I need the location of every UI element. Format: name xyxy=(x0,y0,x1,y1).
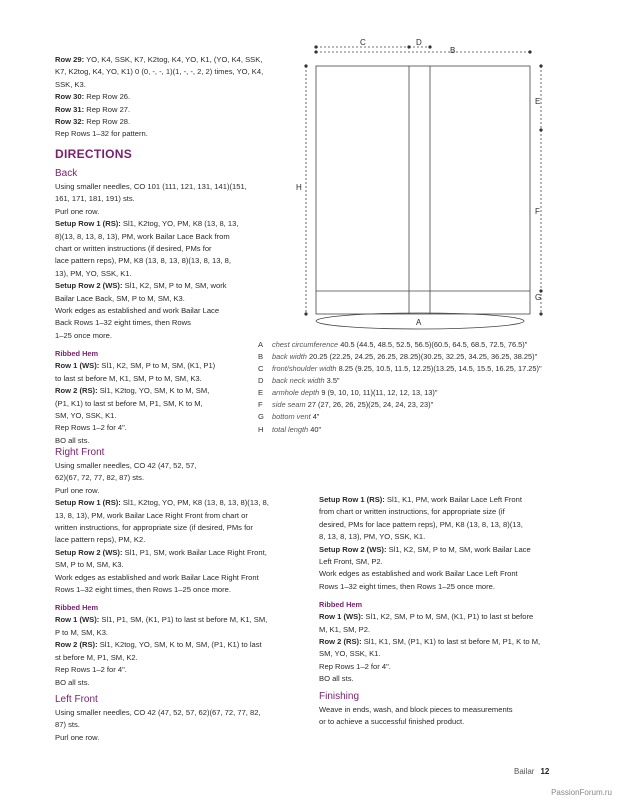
right-front-cast-on: Using smaller needles, CO 42 (47, 52, 57, 62)(67, 72, 77, 82, 87) sts. Purl one row. xyxy=(55,461,197,495)
measurement-row xyxy=(258,351,618,363)
measurement-text xyxy=(272,351,537,363)
right-front-heading: Right Front xyxy=(55,447,105,458)
garment-schematic xyxy=(0,0,618,340)
lf-ribbed-rep: Rep Rows 1–2 for 4". BO all sts. xyxy=(319,661,391,684)
row-29-label: Row 29: xyxy=(55,55,85,64)
rf-ribbed-hem-heading: Ribbed Hem xyxy=(55,603,99,613)
measurement-text xyxy=(272,424,321,436)
measurement-letter: E xyxy=(258,388,264,398)
page-footer xyxy=(514,766,549,778)
right-front-setup-row-1 xyxy=(55,497,315,547)
measurement-value: 20.25 (22.25, 24.25, 26.25, 28.25)(30.25, 32.25, 34.25, 36.25, 38.25)" xyxy=(308,351,538,361)
measurement-text xyxy=(272,363,542,375)
row-29-text: YO, K4, SSK, K7, K2tog, K4, YO, K1, (YO, K4, SSK, K7, K2tog, K4, YO, K1) 0 (0, -, -, 1)(1, -, -, 2, 2) times, YO, K4, SSK, K3. xyxy=(55,55,264,89)
finishing-heading: Finishing xyxy=(319,690,360,702)
back-setup-row-1-label: Setup Row 1 (RS): xyxy=(55,219,121,229)
right-front-setup-row-1-text: Sl1, K2tog, YO, PM, K8 (13, 8, 13, 8)(13, 8, 13, 8, 13), PM, work Bailar Lace Right Front from chart or written instructions, for appropriate size (if desired, PMs for lace pattern reps), PM, K2. xyxy=(55,498,269,545)
rep-pattern-text: Rep Rows 1–32 for pattern. xyxy=(55,129,148,139)
schematic-label-d: D xyxy=(416,38,422,47)
measurement-text xyxy=(272,399,433,411)
measurement-label: front/shoulder width xyxy=(272,364,337,374)
lf-ribbed-row-1 xyxy=(319,611,579,636)
back-ribbed-hem-heading: Ribbed Hem xyxy=(55,349,99,359)
measurement-value: 8.25 (9.25, 10.5, 11.5, 12.25)(13.25, 14.5, 15.5, 16.25, 17.25)" xyxy=(338,364,542,374)
left-front-setup-row-1 xyxy=(319,494,579,544)
page-number: 12 xyxy=(540,767,550,776)
schematic-label-b: B xyxy=(450,46,456,55)
left-front-cast-on: Using smaller needles, CO 42 (47, 52, 57, 62)(67, 72, 77, 82, 87) sts. Purl one row. xyxy=(55,707,261,742)
directions-heading: DIRECTIONS xyxy=(55,147,133,161)
measurement-letter: D xyxy=(258,376,264,386)
row-31-label: Row 31: xyxy=(55,104,85,114)
right-front-setup-row-2-text: Sl1, P1, SM, work Bailar Lace Right Front, SM, P to M, SM, K3. xyxy=(55,547,267,570)
rf-ribbed-row-1-label: Row 1 (WS): xyxy=(55,615,100,625)
schematic-label-a: A xyxy=(416,318,422,327)
measurement-text xyxy=(272,411,319,423)
rf-ribbed-rep: Rep Rows 1–2 for 4". BO all sts. xyxy=(55,665,127,687)
lf-ribbed-row-2 xyxy=(319,636,579,661)
back-cast-on: Using smaller needles, CO 101 (111, 121, 131, 141)(151, 161, 171, 181, 191) sts. Purl one row. xyxy=(55,182,247,216)
back-setup-row-2-text: Sl1, K2, SM, P to M, SM, work Bailar Lace Back, SM, P to M, SM, K3. xyxy=(55,281,227,303)
back-ribbed-rep: Rep Rows 1–2 for 4". BO all sts. xyxy=(55,423,127,445)
back-ribbed-row-1 xyxy=(55,360,265,385)
measurement-value: 27 (27, 26, 26, 25)(25, 24, 24, 23, 23)" xyxy=(307,400,434,410)
footer-title: Bailar xyxy=(514,767,535,776)
measurement-letter: F xyxy=(258,400,263,410)
left-front-setup-row-2-label: Setup Row 2 (WS): xyxy=(319,544,387,554)
back-ribbed-row-2-label: Row 2 (RS): xyxy=(55,386,98,396)
lf-ribbed-row-2-label: Row 2 (RS): xyxy=(319,637,362,647)
schematic-label-h: H xyxy=(296,183,302,192)
measurement-value: 9 (9, 10, 10, 11)(11, 12, 12, 13, 13)" xyxy=(321,388,438,398)
measurement-text xyxy=(272,387,437,399)
measurement-value: 40.5 (44.5, 48.5, 52.5, 56.5)(60.5, 64.5, 68.5, 72.5, 76.5)" xyxy=(340,339,528,349)
row-32-label: Row 32: xyxy=(55,117,85,127)
measurement-row xyxy=(258,412,618,424)
row-30-label: Row 30: xyxy=(55,92,85,102)
back-work-text: Work edges as established and work Bailar Lace Back Rows 1–32 eight times, then Rows 1–25 once more. xyxy=(55,306,220,340)
measurement-letter: G xyxy=(258,412,264,422)
measurement-label: chest circumference xyxy=(272,339,339,349)
back-ribbed-row-1-label: Row 1 (WS): xyxy=(55,361,100,371)
schematic-label-f: F xyxy=(535,207,540,216)
back-heading: Back xyxy=(55,168,78,179)
lf-ribbed-row-2-text: Sl1, K1, SM, (P1, K1) to last st before M, P1, K to M, SM, YO, SSK, K1. xyxy=(319,637,541,659)
back-ribbed-row-2 xyxy=(55,385,265,422)
left-front-setup-row-2 xyxy=(319,544,579,569)
measurement-label: side seam xyxy=(272,400,306,410)
right-front-work-text: Work edges as established and work Bailar Lace Right Front Rows 1–32 eight times, then Rows 1–25 once more. xyxy=(55,572,259,595)
measurement-text xyxy=(272,375,340,387)
left-front-setup-row-1-text: Sl1, K1, PM, work Bailar Lace Left Front from chart or written instructions, for appropriate size (if desired, PMs for lace pattern reps), PM, K8 (13, 8, 13, 8)(13, 8, 13, 8, 13), PM, YO, SSK, K1. xyxy=(319,495,523,542)
measurement-label: back width xyxy=(272,351,307,361)
left-front-work-text: Work edges as established and work Bailar Lace Left Front Rows 1–32 eight times, then Rows 1–25 once more. xyxy=(319,569,518,591)
row-30-text: Rep Row 26. xyxy=(84,92,131,102)
schematic-label-e: E xyxy=(535,97,541,106)
measurement-letter: C xyxy=(258,364,264,374)
measurement-row xyxy=(258,363,618,375)
rf-ribbed-row-2-text: Sl1, K2tog, YO, SM, K to M, SM, (P1, K1) to last st before M, P1, SM, K2. xyxy=(55,640,262,662)
row-32-text: Rep Row 28. xyxy=(84,117,131,127)
measurement-label: bottom vent xyxy=(272,412,311,422)
rf-ribbed-row-1 xyxy=(55,614,315,639)
measurement-letter: A xyxy=(258,339,264,349)
measurement-row xyxy=(258,424,618,436)
measurement-row xyxy=(258,339,618,351)
watermark: PassionForum.ru xyxy=(551,788,612,797)
row-31-text: Rep Row 27. xyxy=(84,104,131,114)
measurement-value: 3.5" xyxy=(326,376,340,386)
lf-ribbed-row-1-label: Row 1 (WS): xyxy=(319,612,364,622)
measurement-label: back neck width xyxy=(272,376,325,386)
back-ribbed-row-1-text: Sl1, K2, SM, P to M, SM, (K1, P1) to last st before M, K1, SM, P to M, SM, K3. xyxy=(55,361,216,383)
schematic-label-c: C xyxy=(360,38,366,47)
measurements-list xyxy=(258,339,618,436)
finishing-text: Weave in ends, wash, and block pieces to measurements or to achieve a successful finished product. xyxy=(319,704,513,727)
right-front-setup-row-1-label: Setup Row 1 (RS): xyxy=(55,498,121,508)
lf-ribbed-row-1-text: Sl1, K2, SM, P to M, SM, (K1, P1) to last st before M, K1, SM, P2. xyxy=(319,612,534,634)
measurement-row xyxy=(258,375,618,387)
left-front-heading: Left Front xyxy=(55,693,98,705)
lf-ribbed-hem-heading: Ribbed Hem xyxy=(319,600,363,610)
rf-ribbed-row-2-label: Row 2 (RS): xyxy=(55,640,98,650)
left-front-setup-row-2-text: Sl1, K2, SM, P to M, SM, work Bailar Lace Left Front, SM, P2. xyxy=(319,544,531,567)
measurement-text xyxy=(272,339,527,351)
rf-ribbed-row-1-text: Sl1, P1, SM, (K1, P1) to last st before M, K1, SM, P to M, SM, K3. xyxy=(55,615,268,637)
schematic-body xyxy=(316,66,530,314)
measurement-value: 4" xyxy=(312,412,320,422)
measurement-letter: B xyxy=(258,351,264,361)
right-front-setup-row-2-label: Setup Row 2 (WS): xyxy=(55,547,123,557)
back-setup-row-2-label: Setup Row 2 (WS): xyxy=(55,281,123,291)
measurement-value: 40" xyxy=(310,424,322,434)
left-front-continued-section xyxy=(319,494,579,729)
right-front-section xyxy=(55,446,315,744)
measurement-label: total length xyxy=(272,424,309,434)
measurement-label: armhole depth xyxy=(272,388,320,398)
left-front-setup-row-1-label: Setup Row 1 (RS): xyxy=(319,495,385,504)
measurement-letter: H xyxy=(258,424,264,434)
back-ribbed-row-2-text: Sl1, K2tog, YO, SM, K to M, SM, (P1, K1) to last st before M, P1, SM, K to M, SM, YO, SSK, K1. xyxy=(55,386,210,420)
measurement-row xyxy=(258,399,618,411)
dimension-ticks xyxy=(304,45,542,315)
right-front-setup-row-2 xyxy=(55,547,315,572)
schematic-label-g: G xyxy=(535,293,542,302)
rf-ribbed-row-2 xyxy=(55,639,315,664)
back-setup-row-1-text: Sl1, K2tog, YO, PM, K8 (13, 8, 13, 8)(13, 8, 13, 8, 13), PM, work Bailar Lace Back from chart or written instructions (if desired, PMs for lace pattern reps), PM, K8 (13, 8, 13, 8)(13, 8, 13, 8, 13), PM, YO, SSK, K1. xyxy=(55,219,239,278)
measurement-row xyxy=(258,387,618,399)
